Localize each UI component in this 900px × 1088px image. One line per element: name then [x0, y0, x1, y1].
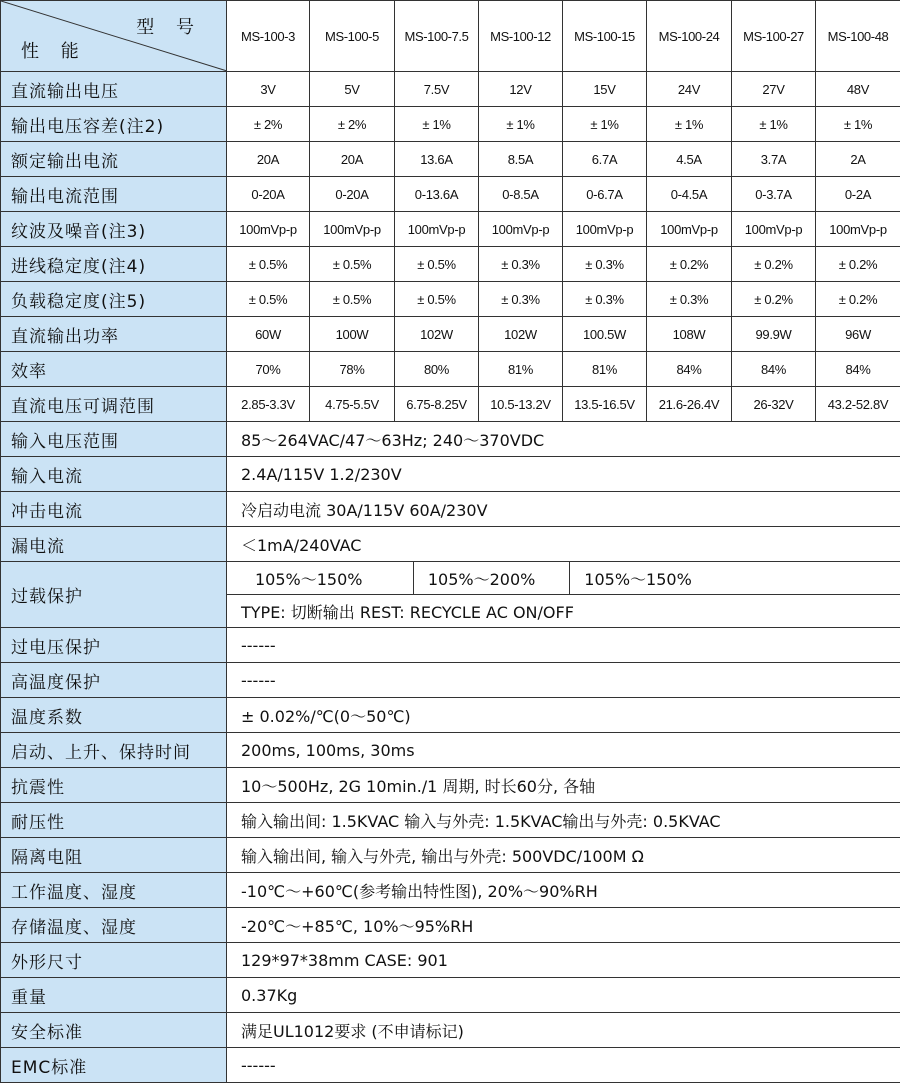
spec-row [1, 1013, 900, 1048]
row-value: 10～500Hz, 2G 10min./1 周期, 时长60分, 各轴 [227, 768, 900, 803]
row-value: 0-20A [227, 177, 310, 212]
spec-row [1, 247, 900, 282]
row-value: 0-3.7A [732, 177, 816, 212]
row-value: ± 0.5% [227, 282, 310, 317]
row-value: ± 0.3% [563, 247, 647, 282]
row-value: 3V [227, 72, 310, 107]
row-label: 安全标准 [1, 1013, 227, 1048]
row-value: 100mVp-p [310, 212, 395, 247]
row-value: 0-4.5A [647, 177, 732, 212]
row-value: 100mVp-p [479, 212, 563, 247]
row-value: 48V [816, 72, 900, 107]
row-value: 81% [479, 352, 563, 387]
spec-row [1, 838, 900, 873]
row-value: 70% [227, 352, 310, 387]
row-value: ± 0.2% [732, 247, 816, 282]
row-value: 13.5-16.5V [563, 387, 647, 422]
row-label: 输出电压容差(注2) [1, 107, 227, 142]
row-value: -10℃～+60℃(参考输出特性图), 20%～90%RH [227, 873, 900, 908]
row-value: 100mVp-p [816, 212, 900, 247]
overload-range: 105%～150% [241, 562, 414, 594]
row-value: ± 0.5% [310, 282, 395, 317]
row-value: 0-20A [310, 177, 395, 212]
row-value: 84% [732, 352, 816, 387]
overload-range: 105%～200% [414, 562, 570, 594]
row-value: 100mVp-p [647, 212, 732, 247]
row-value: 7.5V [395, 72, 479, 107]
row-value: 3.7A [732, 142, 816, 177]
row-value: ± 1% [395, 107, 479, 142]
row-value: ± 1% [479, 107, 563, 142]
row-label: 工作温度、湿度 [1, 873, 227, 908]
spec-row [1, 663, 900, 698]
row-label: 抗震性 [1, 768, 227, 803]
row-label: 效率 [1, 352, 227, 387]
row-value: 满足UL1012要求 (不申请标记) [227, 1013, 900, 1048]
row-label: 直流电压可调范围 [1, 387, 227, 422]
row-label: 输出电流范围 [1, 177, 227, 212]
spec-row [1, 1048, 900, 1083]
row-value: 108W [647, 317, 732, 352]
row-value: 102W [479, 317, 563, 352]
row-value: 100mVp-p [227, 212, 310, 247]
spec-row [1, 177, 900, 212]
model-header: MS-100-7.5 [395, 1, 479, 72]
model-header: MS-100-24 [647, 1, 732, 72]
overload-row [1, 562, 900, 595]
row-value: ± 1% [563, 107, 647, 142]
row-label: 额定输出电流 [1, 142, 227, 177]
corner-performance-label: 性 能 [21, 41, 87, 62]
row-value: 96W [816, 317, 900, 352]
row-value: 12V [479, 72, 563, 107]
row-value: 20A [227, 142, 310, 177]
spec-row [1, 698, 900, 733]
row-label: 进线稳定度(注4) [1, 247, 227, 282]
row-label: 直流输出电压 [1, 72, 227, 107]
row-value: ------ [227, 663, 900, 698]
row-label: 高温度保护 [1, 663, 227, 698]
row-value: ± 1% [647, 107, 732, 142]
model-header: MS-100-12 [479, 1, 563, 72]
row-label: 冲击电流 [1, 492, 227, 527]
row-value: 0-8.5A [479, 177, 563, 212]
row-value: 100W [310, 317, 395, 352]
row-value: -20℃～+85℃, 10%～95%RH [227, 908, 900, 943]
row-label: 过载保护 [1, 562, 227, 628]
corner-model-label: 型 号 [136, 17, 202, 38]
row-label: 过电压保护 [1, 628, 227, 663]
row-value: 8.5A [479, 142, 563, 177]
model-header: MS-100-27 [732, 1, 816, 72]
spec-row [1, 142, 900, 177]
row-value: ± 0.2% [732, 282, 816, 317]
row-label: 纹波及噪音(注3) [1, 212, 227, 247]
spec-row [1, 908, 900, 943]
spec-row [1, 527, 900, 562]
row-label: 直流输出功率 [1, 317, 227, 352]
row-value: 4.75-5.5V [310, 387, 395, 422]
row-value: 13.6A [395, 142, 479, 177]
spec-row [1, 873, 900, 908]
row-value: 输入输出间: 1.5KVAC 输入与外壳: 1.5KVAC输出与外壳: 0.5KVAC [227, 803, 900, 838]
row-label: EMC标准 [1, 1048, 227, 1083]
row-value: ------ [227, 1048, 900, 1083]
row-label: 负载稳定度(注5) [1, 282, 227, 317]
row-value: 100mVp-p [563, 212, 647, 247]
row-value: 129*97*38mm CASE: 901 [227, 943, 900, 978]
row-value: 输入输出间, 输入与外壳, 输出与外壳: 500VDC/100M Ω [227, 838, 900, 873]
row-value: 6.7A [563, 142, 647, 177]
model-header: MS-100-48 [816, 1, 900, 72]
row-value: ± 0.2% [647, 247, 732, 282]
row-value: 15V [563, 72, 647, 107]
row-value: ＜1mA/240VAC [227, 527, 900, 562]
row-value: ± 2% [227, 107, 310, 142]
row-value: 20A [310, 142, 395, 177]
row-label: 漏电流 [1, 527, 227, 562]
row-value: 85～264VAC/47～63Hz; 240～370VDC [227, 422, 900, 457]
spec-row [1, 212, 900, 247]
row-value: 100mVp-p [732, 212, 816, 247]
row-value: ± 0.5% [395, 247, 479, 282]
row-value: ± 2% [310, 107, 395, 142]
row-value: 0-6.7A [563, 177, 647, 212]
row-label: 隔离电阻 [1, 838, 227, 873]
spec-row [1, 282, 900, 317]
row-value: ± 0.3% [563, 282, 647, 317]
overload-range: 105%～150% [584, 569, 692, 589]
row-value: 冷启动电流 30A/115V 60A/230V [227, 492, 900, 527]
row-value: 2.85-3.3V [227, 387, 310, 422]
row-label: 重量 [1, 978, 227, 1013]
row-value: ± 1% [732, 107, 816, 142]
row-value: 4.5A [647, 142, 732, 177]
row-value: 6.75-8.25V [395, 387, 479, 422]
spec-row [1, 107, 900, 142]
row-label: 外形尺寸 [1, 943, 227, 978]
spec-row [1, 492, 900, 527]
spec-row [1, 422, 900, 457]
row-value: 21.6-26.4V [647, 387, 732, 422]
row-value: ± 0.02%/℃(0～50℃) [227, 698, 900, 733]
row-value: 0-13.6A [395, 177, 479, 212]
row-value: 43.2-52.8V [816, 387, 900, 422]
row-value: ± 0.2% [816, 282, 900, 317]
spec-row [1, 457, 900, 492]
row-value: 100mVp-p [395, 212, 479, 247]
row-value: ± 0.3% [479, 282, 563, 317]
model-header: MS-100-3 [227, 1, 310, 72]
spec-row [1, 943, 900, 978]
row-label: 启动、上升、保持时间 [1, 733, 227, 768]
row-value: 2A [816, 142, 900, 177]
row-label: 输入电压范围 [1, 422, 227, 457]
row-value: ± 1% [816, 107, 900, 142]
row-label: 存储温度、湿度 [1, 908, 227, 943]
row-value: 0-2A [816, 177, 900, 212]
row-value: 99.9W [732, 317, 816, 352]
spec-row [1, 768, 900, 803]
model-header: MS-100-5 [310, 1, 395, 72]
row-value: 81% [563, 352, 647, 387]
row-value: ± 0.5% [395, 282, 479, 317]
row-value: ± 0.3% [479, 247, 563, 282]
row-value: 60W [227, 317, 310, 352]
row-value: 200ms, 100ms, 30ms [227, 733, 900, 768]
row-value: 78% [310, 352, 395, 387]
row-value: 100.5W [563, 317, 647, 352]
row-value: 84% [816, 352, 900, 387]
row-value: 24V [647, 72, 732, 107]
header-row [1, 1, 900, 72]
header-corner-cell [1, 1, 227, 72]
row-value: 5V [310, 72, 395, 107]
row-value: 27V [732, 72, 816, 107]
row-label: 耐压性 [1, 803, 227, 838]
spec-row [1, 978, 900, 1013]
row-value: ± 0.5% [310, 247, 395, 282]
overload-type: TYPE: 切断输出 REST: RECYCLE AC ON/OFF [227, 595, 900, 628]
spec-row [1, 72, 900, 107]
row-value: 2.4A/115V 1.2/230V [227, 457, 900, 492]
row-value: ± 0.5% [227, 247, 310, 282]
row-value: 10.5-13.2V [479, 387, 563, 422]
spec-row [1, 387, 900, 422]
row-label: 温度系数 [1, 698, 227, 733]
row-label: 输入电流 [1, 457, 227, 492]
row-value: ± 0.3% [647, 282, 732, 317]
spec-row [1, 317, 900, 352]
row-value: 26-32V [732, 387, 816, 422]
row-value: 80% [395, 352, 479, 387]
spec-row [1, 628, 900, 663]
model-header: MS-100-15 [563, 1, 647, 72]
row-value: 0.37Kg [227, 978, 900, 1013]
row-value: 84% [647, 352, 732, 387]
row-value: ------ [227, 628, 900, 663]
spec-row [1, 803, 900, 838]
overload-ranges [227, 562, 900, 595]
row-value: ± 0.2% [816, 247, 900, 282]
row-value: 102W [395, 317, 479, 352]
spec-row [1, 733, 900, 768]
spec-row [1, 352, 900, 387]
